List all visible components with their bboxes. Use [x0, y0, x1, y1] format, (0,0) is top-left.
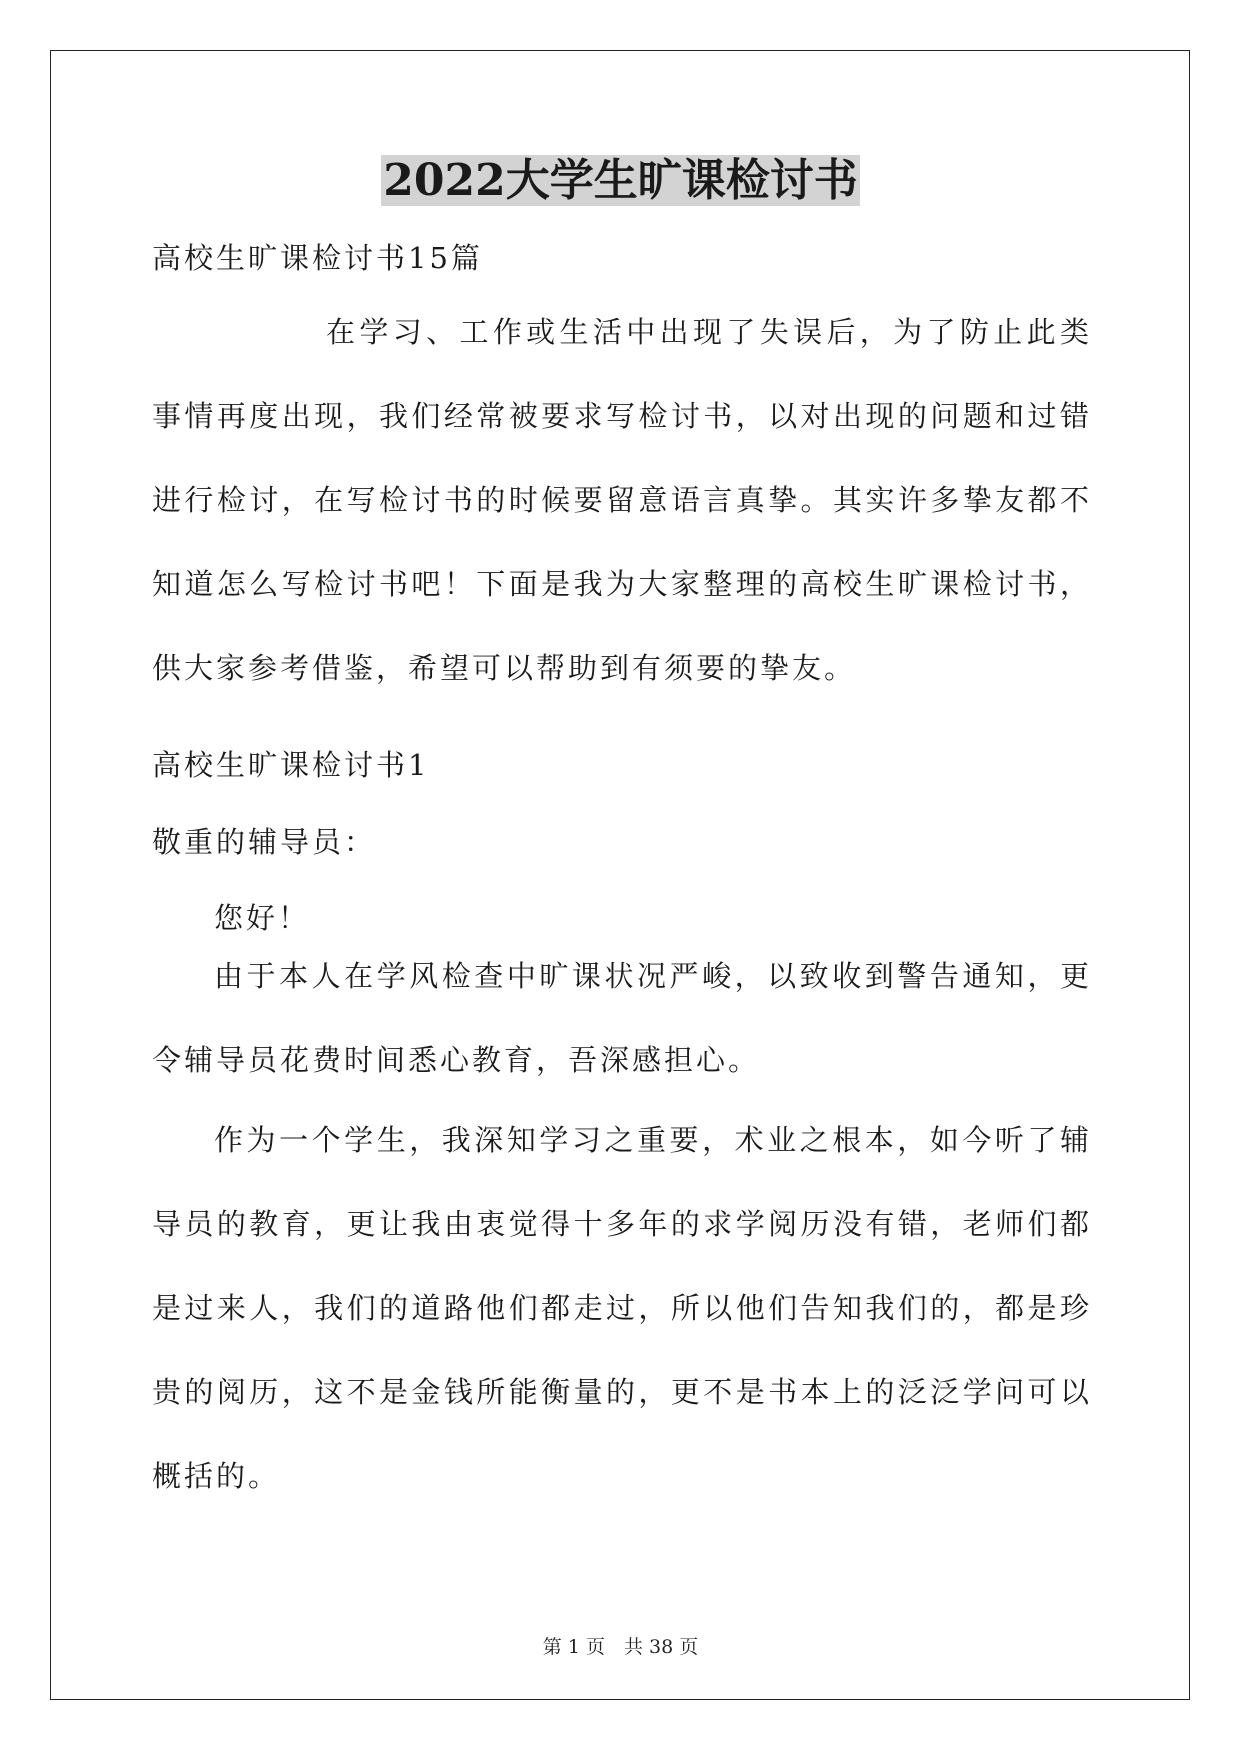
document-subtitle: 高校生旷课检讨书15篇 — [152, 241, 483, 275]
document-title-text: 2022大学生旷课检讨书 — [383, 155, 858, 206]
page-footer: 第 1 页 共 38 页 — [542, 1636, 699, 1658]
document-title — [0, 153, 1241, 209]
section-heading: 高校生旷课检讨书1 — [152, 748, 430, 782]
body-paragraph-2: 作为一个学生，我深知学习之重要，术业之根本，如今听了辅导员的教育，更让我由衷觉得十多年的求学阅历没有错，老师们都是过来人，我们的道路他们都走过，所以他们告知我们的，都是珍贵的阅历，这不是金钱所能衡量的，更不是书本上的泛泛学问可以概括的。 — [152, 1123, 1092, 1493]
greeting: 您好！ — [214, 901, 311, 935]
intro-paragraph: 在学习、工作或生活中出现了失误后，为了防止此类事情再度出现，我们经常被要求写检讨书，以对出现的问题和过错进行检讨，在写检讨书的时候要留意语言真挚。其实许多挚友都不知道怎么写检讨书吧！下面是我为大家整理的高校生旷课检讨书，供大家参考借鉴，希望可以帮助到有须要的挚友。 — [152, 315, 1092, 685]
body-paragraph-1: 由于本人在学风检查中旷课状况严峻，以致收到警告通知，更令辅导员花费时间悉心教育，吾深感担心。 — [152, 959, 1092, 1077]
salutation: 敬重的辅导员： — [152, 825, 377, 859]
